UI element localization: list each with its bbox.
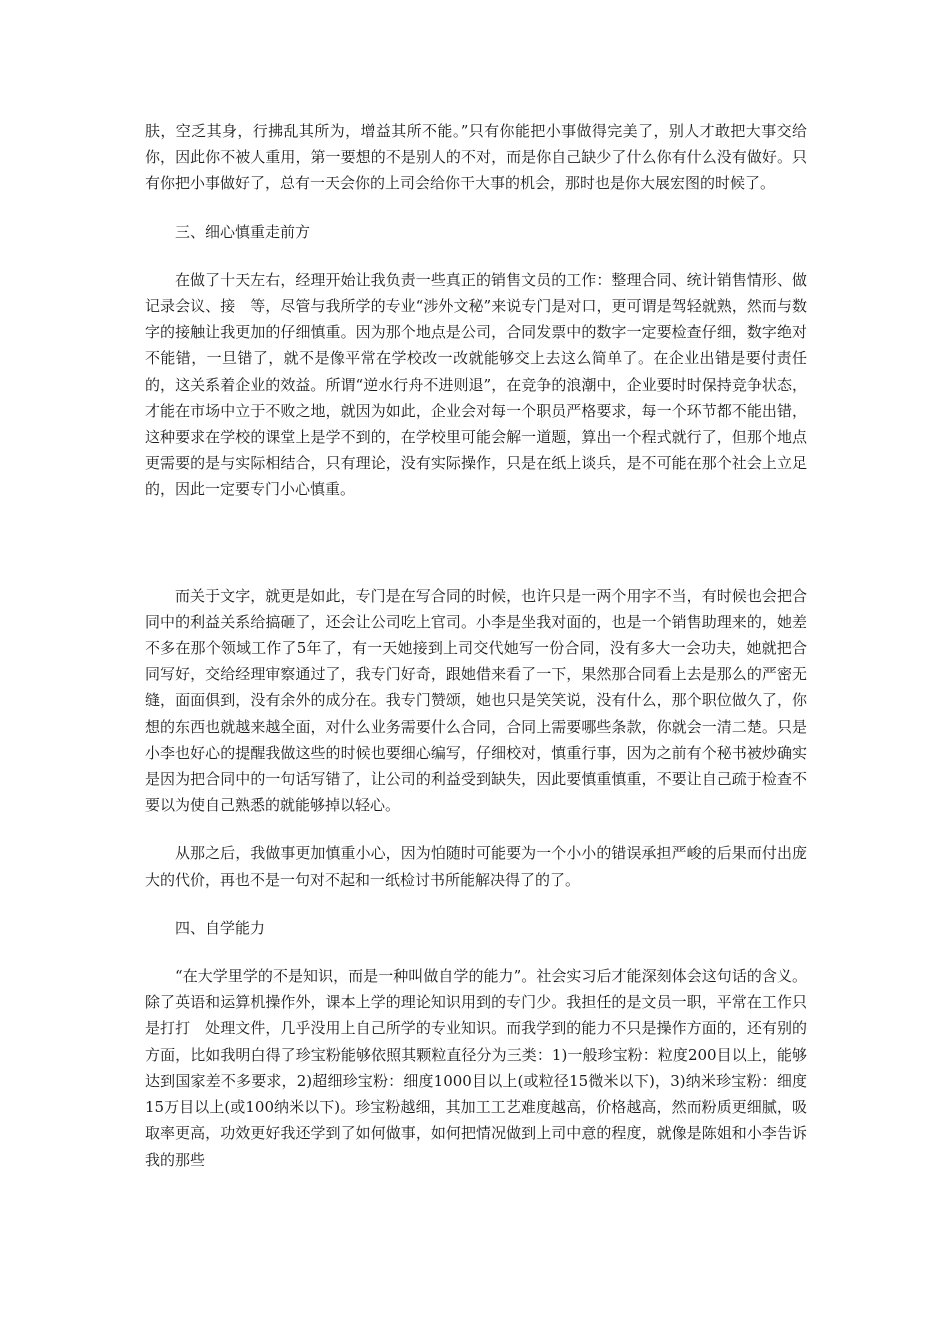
- paragraph-contract-writing: 而关于文字，就更是如此，专门是在写合同的时候，也许只是一两个用字不当，有时候也会把合同中的利益关系给搞砸了，还会让公司吃上官司。小李是坐我对面的，也是一个销售助理来的，她差不多在那个领域工作了5年了，有一天她接到上司交代她写一份合同，没有多大一会功夫，她就把合同写好，交给经理审察通过了，我专门好奇，跟她借来看了一下，果然那合同看上去是那么的严密无缝，面面俱到，没有余外的成分在。我专门赞颂，她也只是笑笑说，没有什么，那个职位做久了，你想的东西也就越来越全面，对什么业务需要什么合同，合同上需要哪些条款，你就会一清二楚。只是小李也好心的提醒我做这些的时候也要细心编写，仔细校对，慎重行事，因为之前有个秘书被炒确实是因为把合同中的一句话写错了，让公司的利益受到缺失，因此要慎重慎重，不要让自己疏于检查不要以为使自己熟悉的就能够掉以轻心。: [145, 586, 807, 815]
- document-page: [145, 118, 807, 1173]
- section-heading-3: 三、细心慎重走前方: [175, 222, 311, 241]
- section-heading-4: 四、自学能力: [175, 918, 266, 937]
- spacer: [145, 893, 807, 915]
- spacer: [145, 197, 807, 219]
- spacer: [145, 941, 807, 963]
- paragraph-continuation: 肤，空乏其身，行拂乱其所为，增益其所不能。”只有你能把小事做得完美了，别人才敢把大事交给你，因此你不被人重用，第一要想的不是别人的不对，而是你自己缺少了什么你有什么没有做好。只有你把小事做好了，总有一天会你的上司会给你干大事的机会，那时也是你大展宏图的时候了。: [145, 122, 807, 193]
- spacer: [145, 503, 807, 583]
- paragraph-sales-work: 在做了十天左右，经理开始让我负责一些真正的销售文员的工作：整理合同、统计销售情形、做记录会议、接 等，尽管与我所学的专业“涉外文秘”来说专门是对口，更可谓是驾轻就熟，然而与数字的接触让我更加的仔细慎重。因为那个地点是公司，合同发票中的数字一定要检查仔细，数字绝对不能错，一旦错了，就不是像平常在学校改一改就能够交上去这么简单了。在企业出错是要付责任的，这关系着企业的效益。所谓“逆水行舟不进则退”，在竞争的浪潮中，企业要时时保持竞争状态，才能在市场中立于不败之地，就因为如此，企业会对每一个职员严格要求，每一个环节都不能出错，这种要求在学校的课堂上是学不到的，在学校里可能会解一道题，算出一个程式就行了，但那个地点更需要的是与实际相结合，只有理论，没有实际操作，只是在纸上谈兵，是不可能在那个社会上立足的，因此一定要专门小心慎重。: [145, 270, 807, 499]
- paragraph-careful-work: 从那之后，我做事更加慎重小心，因为怕随时可能要为一个小小的错误承担严峻的后果而付出庞大的代价，再也不是一句对不起和一纸检讨书所能解决得了的了。: [145, 844, 807, 889]
- paragraph-self-learning: “在大学里学的不是知识，而是一种叫做自学的能力”。社会实习后才能深刻体会这句话的含义。除了英语和运算机操作外，课本上学的理论知识用到的专门少。我担任的是文员一职，平常在工作只是打打 处理文件，几乎没用上自己所学的专业知识。而我学到的能力不只是操作方面的，还有别的方面，比如我明白得了珍宝粉能够依照其颗粒直径分为三类：1)一般珍宝粉：粒度200目以上，能够达到国家差不多要求，2)超细珍宝粉：细度1000目以上(或粒径15微米以下)，3)纳米珍宝粉：细度15万目以上(或100纳米以下)。珍宝粉越细，其加工工艺难度越高，价格越高，然而粉质更细腻，吸取率更高，功效更好我还学到了如何做事，如何把情况做到上司中意的程度，就像是陈姐和小李告诉我的那些: [145, 967, 807, 1169]
- spacer: [145, 818, 807, 840]
- spacer: [145, 245, 807, 267]
